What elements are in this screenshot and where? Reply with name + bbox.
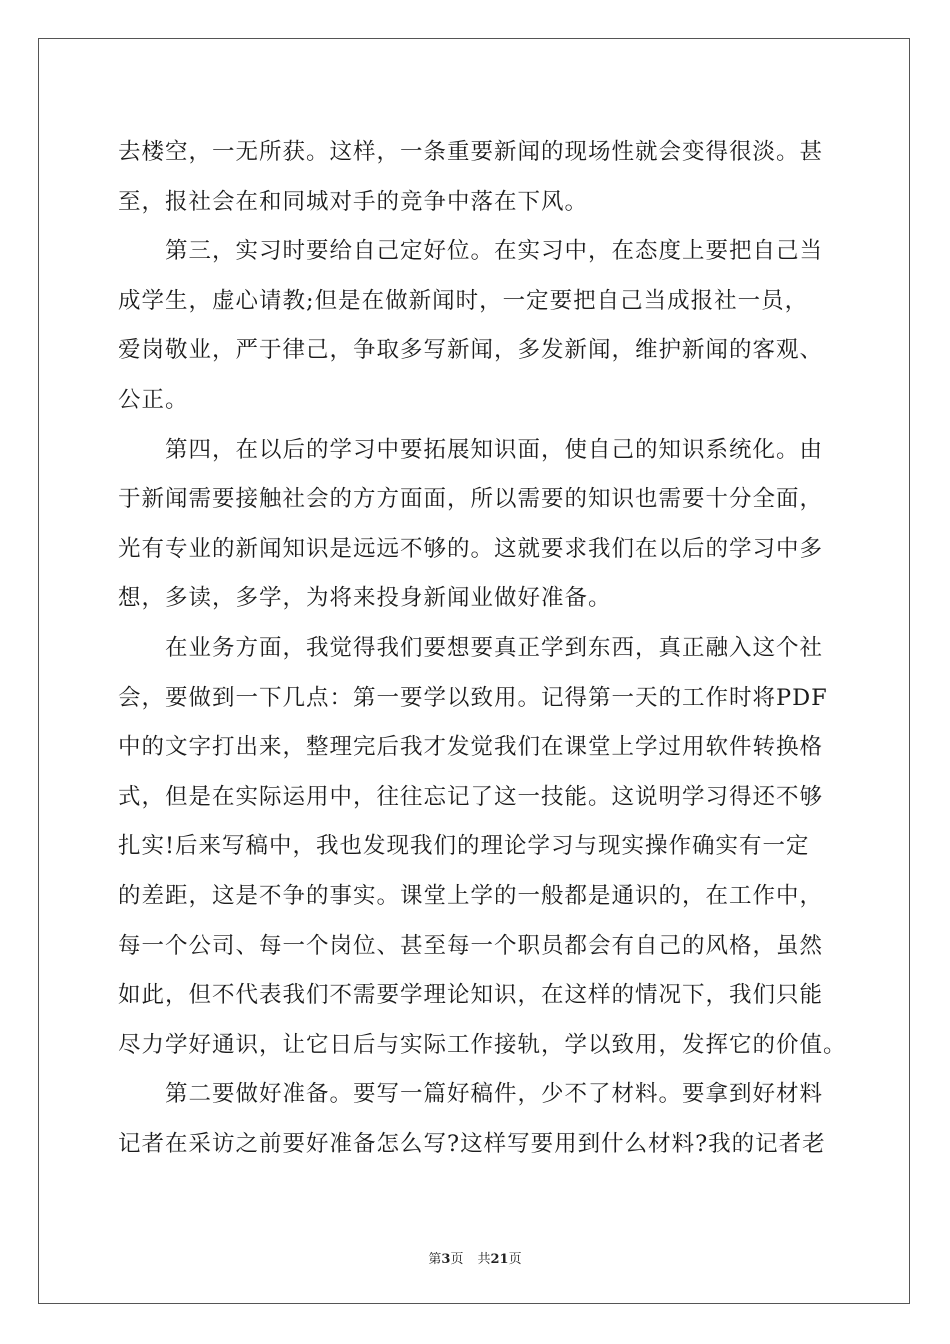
text-line: 尽力学好通识，让它日后与实际工作接轨，学以致用，发挥它的价值。	[118, 1031, 847, 1058]
text-line: 中的文字打出来，整理完后我才发觉我们在课堂上学过用软件转换格	[118, 734, 824, 761]
total-prefix: 共	[477, 1252, 491, 1267]
paragraph-start-line: 第二要做好准备。要写一篇好稿件，少不了材料。要拿到好材料	[165, 1081, 824, 1108]
text-line: 如此，但不代表我们不需要学理论知识，在这样的情况下，我们只能	[118, 982, 824, 1009]
total-pages: 21	[490, 1252, 509, 1267]
page-footer	[0, 1248, 950, 1267]
text-line: 爱岗敬业，严于律己，争取多写新闻，多发新闻，维护新闻的客观、	[118, 337, 824, 364]
text-line: 成学生，虚心请教;但是在做新闻时，一定要把自己当成报社一员，	[118, 287, 809, 314]
paragraph-start-line: 第三，实习时要给自己定好位。在实习中，在态度上要把自己当	[165, 238, 824, 265]
paragraph-start-line: 在业务方面，我觉得我们要想要真正学到东西，真正融入这个社	[165, 634, 824, 661]
text-line: 的差距，这是不争的事实。课堂上学的一般都是通识的，在工作中，	[118, 882, 824, 909]
text-line: 会，要做到一下几点：第一要学以致用。记得第一天的工作时将PDF	[118, 684, 828, 711]
text-line: 去楼空，一无所获。这样，一条重要新闻的现场性就会变得很淡。甚	[118, 139, 824, 165]
page-prefix: 第	[428, 1252, 442, 1267]
text-line: 每一个公司、每一个岗位、甚至每一个职员都会有自己的风格，虽然	[118, 932, 824, 959]
paragraph-start-line: 第四，在以后的学习中要拓展知识面，使自己的知识系统化。由	[165, 436, 824, 463]
text-line: 记者在采访之前要好准备怎么写?这样写要用到什么材料?我的记者老	[118, 1130, 826, 1157]
text-line: 于新闻需要接触社会的方方面面，所以需要的知识也需要十分全面，	[118, 486, 824, 513]
text-line: 扎实!后来写稿中，我也发现我们的理论学习与现实操作确实有一定	[118, 833, 810, 860]
text-line: 至，报社会在和同城对手的竞争中落在下风。	[118, 188, 589, 215]
text-line: 光有专业的新闻知识是远远不够的。这就要求我们在以后的学习中多	[118, 535, 824, 562]
text-line: 式，但是在实际运用中，往往忘记了这一技能。这说明学习得还不够	[118, 783, 824, 810]
text-line: 公正。	[118, 386, 189, 413]
page-suffix: 页	[450, 1252, 464, 1267]
page-number: 3	[441, 1252, 451, 1267]
total-suffix: 页	[508, 1252, 522, 1267]
text-line: 想，多读，多学，为将来投身新闻业做好准备。	[118, 585, 612, 612]
document-body	[118, 128, 847, 1169]
